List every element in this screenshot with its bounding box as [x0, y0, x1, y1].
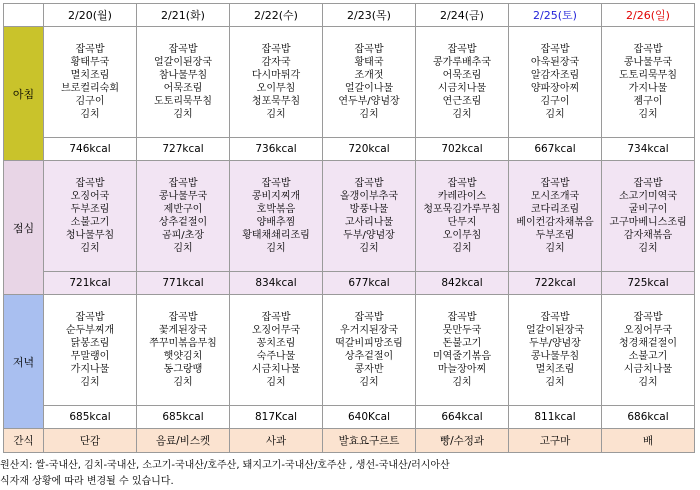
day-header: 2/20(월) — [44, 4, 137, 27]
origin-note: 원산지: 쌀-국내산, 김치-국내산, 소고기-국내산/호주산, 돼지고기-국내산/호주산 , 생선-국내산/러시아산 — [0, 460, 450, 471]
breakfast-kcal-cell: 736kcal — [230, 138, 323, 161]
menu-item: 아욱된장국 — [530, 57, 580, 68]
breakfast-menu-cell — [602, 27, 695, 138]
menu-item: 돈불고기 — [442, 338, 482, 349]
menu-item: 김치 — [545, 109, 565, 120]
menu-item: 올갱이부추국 — [340, 191, 398, 202]
change-notice: 식자재 상황에 따라 변경될 수 있습니다. — [0, 476, 174, 487]
lunch-kcal-cell: 842kcal — [416, 272, 509, 295]
dinner-menu-cell — [137, 295, 230, 406]
menu-item: 잡곡밥 — [261, 178, 291, 189]
menu-item: 잡곡밥 — [447, 44, 477, 55]
menu-item: 고구마베니스조림 — [609, 217, 687, 228]
menu-item: 멸치조림 — [70, 70, 110, 81]
menu-item: 김치 — [359, 243, 379, 254]
dinner-kcal-cell: 640Kcal — [323, 406, 416, 429]
breakfast-menu-cell — [230, 27, 323, 138]
menu-item: 가지나물 — [70, 364, 110, 375]
menu-item: 청포묵무침 — [251, 96, 301, 107]
dinner-menu-cell — [602, 295, 695, 406]
menu-item: 동그랑땡 — [163, 364, 203, 375]
breakfast-kcal-cell: 720kcal — [323, 138, 416, 161]
lunch-kcal-cell: 771kcal — [137, 272, 230, 295]
lunch-kcal-cell: 677kcal — [323, 272, 416, 295]
menu-item: 잡곡밥 — [168, 44, 198, 55]
menu-item: 잡곡밥 — [75, 178, 105, 189]
menu-item: 상추겉절이 — [344, 351, 394, 362]
snack-row — [4, 429, 695, 453]
menu-item: 연두부/양념장 — [338, 96, 400, 107]
dinner-kcal-cell: 811kcal — [509, 406, 602, 429]
lunch-items-row — [4, 161, 695, 272]
menu-item: 카레라이스 — [437, 191, 487, 202]
menu-item: 잡곡밥 — [168, 312, 198, 323]
day-header: 2/21(화) — [137, 4, 230, 27]
menu-item: 어묵조림 — [442, 70, 482, 81]
menu-item: 황태국 — [354, 57, 384, 68]
breakfast-menu-cell — [137, 27, 230, 138]
menu-item: 잡곡밥 — [633, 178, 663, 189]
menu-item: 잡곡밥 — [447, 178, 477, 189]
menu-item: 가지나물 — [628, 83, 668, 94]
dinner-kcal-cell: 685kcal — [44, 406, 137, 429]
menu-item: 잡곡밥 — [354, 44, 384, 55]
menu-item: 황태무국 — [70, 57, 110, 68]
breakfast-items-row — [4, 27, 695, 138]
menu-item: 콩자반 — [354, 364, 384, 375]
menu-item: 호박볶음 — [256, 204, 296, 215]
menu-item: 젬구이 — [633, 96, 663, 107]
menu-item: 두부/양념장 — [343, 230, 395, 241]
menu-item: 콩비지찌개 — [251, 191, 301, 202]
menu-item: 청경채겉절이 — [619, 338, 677, 349]
menu-item: 잡곡밥 — [354, 178, 384, 189]
menu-item: 잡곡밥 — [633, 44, 663, 55]
breakfast-menu-cell — [509, 27, 602, 138]
snack-cell: 고구마 — [509, 429, 602, 453]
menu-item: 닭봉조림 — [70, 338, 110, 349]
menu-item: 콩가루배추국 — [433, 57, 491, 68]
menu-item: 멸치조림 — [535, 364, 575, 375]
day-header: 2/22(수) — [230, 4, 323, 27]
menu-item: 얼갈이나물 — [344, 83, 394, 94]
menu-item: 잡곡밥 — [75, 312, 105, 323]
lunch-kcal-row — [4, 272, 695, 295]
menu-item: 잡곡밥 — [261, 44, 291, 55]
lunch-menu-cell — [323, 161, 416, 272]
lunch-menu-cell — [44, 161, 137, 272]
menu-item: 얼갈이된장국 — [526, 325, 584, 336]
breakfast-menu-cell — [416, 27, 509, 138]
menu-item: 굴비구이 — [628, 204, 668, 215]
menu-item: 김치 — [266, 109, 286, 120]
menu-item: 오이무침 — [442, 230, 482, 241]
menu-item: 마늘장아찌 — [437, 364, 487, 375]
menu-item: 어묵조림 — [163, 83, 203, 94]
dinner-kcal-cell: 685kcal — [137, 406, 230, 429]
dinner-menu-cell — [509, 295, 602, 406]
menu-item: 소불고기 — [70, 217, 110, 228]
menu-item: 조개젓 — [354, 70, 384, 81]
breakfast-kcal-cell: 702kcal — [416, 138, 509, 161]
lunch-label: 점심 — [4, 161, 44, 295]
dinner-kcal-cell: 817Kcal — [230, 406, 323, 429]
menu-item: 잡곡밥 — [447, 312, 477, 323]
footer-notes — [0, 458, 700, 490]
menu-item: 김치 — [545, 377, 565, 388]
menu-item: 단무지 — [447, 217, 477, 228]
menu-item: 김구이 — [540, 96, 570, 107]
menu-item: 김치 — [173, 109, 193, 120]
dinner-menu-cell — [416, 295, 509, 406]
menu-item: 김치 — [173, 243, 193, 254]
dinner-label: 저녁 — [4, 295, 44, 429]
menu-item: 김치 — [80, 109, 100, 120]
menu-item: 베이컨감자채볶음 — [516, 217, 594, 228]
menu-item: 두부조림 — [70, 204, 110, 215]
breakfast-label: 아침 — [4, 27, 44, 161]
menu-item: 곰피/초장 — [161, 230, 204, 241]
day-header-row — [4, 4, 695, 27]
menu-item: 잡곡밥 — [540, 44, 570, 55]
menu-item: 두부조림 — [535, 230, 575, 241]
menu-item: 시금치나물 — [251, 364, 301, 375]
lunch-kcal-cell: 721kcal — [44, 272, 137, 295]
snack-cell: 배 — [602, 429, 695, 453]
menu-item: 김치 — [452, 243, 472, 254]
menu-item: 오징어국 — [70, 191, 110, 202]
menu-item: 떡갈비피망조림 — [335, 338, 403, 349]
menu-item: 고사리나물 — [344, 217, 394, 228]
menu-item: 숙주나물 — [256, 351, 296, 362]
menu-item: 김치 — [638, 377, 658, 388]
menu-item: 꽁치조림 — [256, 338, 296, 349]
menu-item: 브로컬리숙회 — [61, 83, 119, 94]
menu-item: 소불고기 — [628, 351, 668, 362]
menu-item: 김치 — [452, 377, 472, 388]
lunch-kcal-cell: 725kcal — [602, 272, 695, 295]
day-header: 2/23(목) — [323, 4, 416, 27]
menu-item: 청포묵김가루무침 — [423, 204, 501, 215]
menu-item: 쭈꾸미볶음무침 — [149, 338, 217, 349]
dinner-menu-cell — [323, 295, 416, 406]
menu-item: 콩나물무침 — [530, 351, 580, 362]
menu-item: 김치 — [173, 377, 193, 388]
menu-item: 상추겉절이 — [158, 217, 208, 228]
menu-item: 김구이 — [75, 96, 105, 107]
menu-item: 잡곡밥 — [540, 178, 570, 189]
menu-item: 무말랭이 — [70, 351, 110, 362]
menu-item: 김치 — [80, 377, 100, 388]
menu-item: 감자국 — [261, 57, 291, 68]
menu-item: 콩나물무국 — [158, 191, 208, 202]
menu-item: 잡곡밥 — [261, 312, 291, 323]
snack-cell: 빵/수정과 — [416, 429, 509, 453]
menu-item: 김치 — [452, 109, 472, 120]
breakfast-kcal-cell: 746kcal — [44, 138, 137, 161]
menu-item: 미역줄기볶음 — [433, 351, 491, 362]
menu-item: 소고기미역국 — [619, 191, 677, 202]
menu-item: 잡곡밥 — [354, 312, 384, 323]
breakfast-kcal-cell: 734kcal — [602, 138, 695, 161]
menu-item: 김치 — [359, 377, 379, 388]
menu-item: 김치 — [359, 109, 379, 120]
lunch-menu-cell — [509, 161, 602, 272]
menu-item: 양배추찜 — [256, 217, 296, 228]
lunch-menu-cell — [602, 161, 695, 272]
menu-item: 양파장아찌 — [530, 83, 580, 94]
menu-item: 우거지된장국 — [340, 325, 398, 336]
snack-cell: 음료/비스켓 — [137, 429, 230, 453]
menu-item: 햇얏김치 — [163, 351, 203, 362]
breakfast-kcal-cell: 727kcal — [137, 138, 230, 161]
dinner-items-row — [4, 295, 695, 406]
dinner-kcal-row — [4, 406, 695, 429]
menu-item: 잡곡밥 — [633, 312, 663, 323]
breakfast-kcal-cell: 667kcal — [509, 138, 602, 161]
menu-item: 뭇만두국 — [442, 325, 482, 336]
menu-item: 황태채쇄리조림 — [242, 230, 310, 241]
menu-item: 오징어무국 — [251, 325, 301, 336]
lunch-menu-cell — [416, 161, 509, 272]
lunch-menu-cell — [137, 161, 230, 272]
menu-item: 도토리묵무침 — [154, 96, 212, 107]
dinner-kcal-cell: 664kcal — [416, 406, 509, 429]
menu-item: 코다리조림 — [530, 204, 580, 215]
snack-cell: 발효요구르트 — [323, 429, 416, 453]
lunch-menu-cell — [230, 161, 323, 272]
menu-item: 참나물무침 — [158, 70, 208, 81]
menu-item: 다시마튀각 — [251, 70, 301, 81]
day-header-sunday: 2/26(일) — [602, 4, 695, 27]
breakfast-kcal-row — [4, 138, 695, 161]
menu-item: 콩나물무국 — [623, 57, 673, 68]
lunch-kcal-cell: 722kcal — [509, 272, 602, 295]
menu-item: 감자채볶음 — [623, 230, 673, 241]
dinner-menu-cell — [230, 295, 323, 406]
menu-item: 잡곡밥 — [75, 44, 105, 55]
lunch-kcal-cell: 834kcal — [230, 272, 323, 295]
menu-item: 잡곡밥 — [540, 312, 570, 323]
dinner-kcal-cell: 686kcal — [602, 406, 695, 429]
menu-item: 꽃게된장국 — [158, 325, 208, 336]
menu-item: 청나물무침 — [65, 230, 115, 241]
menu-item: 오징어무국 — [623, 325, 673, 336]
dinner-menu-cell — [44, 295, 137, 406]
snack-cell: 사과 — [230, 429, 323, 453]
menu-item: 제반구이 — [163, 204, 203, 215]
menu-item: 김치 — [80, 243, 100, 254]
breakfast-menu-cell — [44, 27, 137, 138]
menu-item: 시금치나물 — [623, 364, 673, 375]
menu-item: 김치 — [638, 243, 658, 254]
menu-item: 알감자조림 — [530, 70, 580, 81]
day-header: 2/24(금) — [416, 4, 509, 27]
menu-item: 방풍나물 — [349, 204, 389, 215]
menu-item: 모시조개국 — [530, 191, 580, 202]
menu-item: 시금치나물 — [437, 83, 487, 94]
menu-item: 김치 — [266, 243, 286, 254]
corner-cell — [4, 4, 44, 27]
menu-item: 연근조림 — [442, 96, 482, 107]
menu-item: 순두부찌개 — [65, 325, 115, 336]
breakfast-menu-cell — [323, 27, 416, 138]
menu-item: 얼갈이된장국 — [154, 57, 212, 68]
menu-item: 도토리묵무침 — [619, 70, 677, 81]
menu-item: 김치 — [545, 243, 565, 254]
snack-label: 간식 — [4, 429, 44, 453]
day-header-saturday: 2/25(토) — [509, 4, 602, 27]
menu-item: 김치 — [266, 377, 286, 388]
menu-item: 김치 — [638, 109, 658, 120]
menu-item: 잡곡밥 — [168, 178, 198, 189]
weekly-menu-table — [3, 3, 695, 453]
menu-item: 두부/양념장 — [529, 338, 581, 349]
snack-cell: 단감 — [44, 429, 137, 453]
menu-item: 오이무침 — [256, 83, 296, 94]
